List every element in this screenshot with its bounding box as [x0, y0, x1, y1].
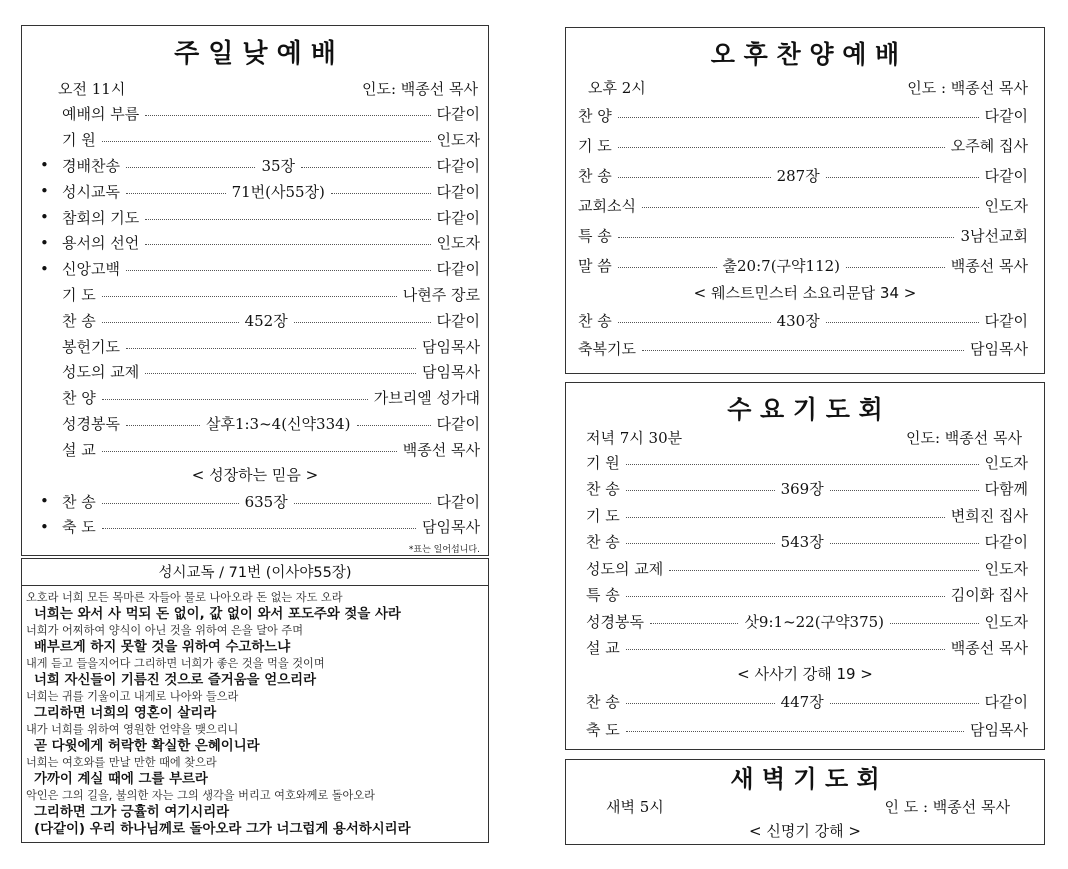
- dot-leader: [145, 115, 430, 116]
- dawn-sermon-title: < 신명기 강해 >: [749, 822, 861, 840]
- order-label: 기 도: [578, 136, 612, 155]
- order-person: 인도자: [984, 196, 1028, 215]
- order-person: 인도자: [436, 234, 480, 253]
- order-detail: 삿9:1~22(구약375): [744, 612, 885, 631]
- order-row: [586, 502, 1028, 529]
- afternoon-sermon-title: < 웨스트민스터 소요리문답 34 >: [693, 284, 917, 302]
- afternoon-service-header: [566, 76, 1044, 100]
- order-row: [40, 359, 480, 385]
- wednesday-leader: 인도: 백종선 목사: [905, 429, 1022, 447]
- reading-response-line: 너희 자신들이 기름진 것으로 즐거움을 얻으리라: [34, 673, 317, 688]
- order-person: 가브리엘 성가대: [373, 389, 480, 408]
- order-label: 찬 송: [578, 166, 612, 185]
- order-label: 기 도: [586, 506, 620, 525]
- dot-leader: [830, 543, 979, 544]
- order-person: 다같이: [436, 414, 481, 433]
- order-label: 찬 송: [62, 492, 96, 511]
- reading-leader-line: 오호라 너희 모든 목마른 자들아 물로 나아오라 돈 없는 자도 오라: [26, 591, 343, 604]
- order-person: 다함께: [984, 480, 1029, 499]
- reading-leader-line: 너희는 여호와를 만날 만한 때에 찾으라: [26, 756, 217, 769]
- standing-bullet: •: [40, 182, 49, 201]
- order-person: 변희진 집사: [950, 506, 1028, 525]
- dot-leader: [626, 731, 964, 732]
- dot-leader: [626, 517, 945, 518]
- order-person: 인도자: [984, 612, 1028, 631]
- dot-leader: [126, 167, 255, 168]
- order-row: [40, 436, 480, 462]
- afternoon-leader: 인도 : 백종선 목사: [907, 79, 1028, 97]
- afternoon-closing-list: [566, 306, 1044, 362]
- responsive-reading-title: 성시교독 / 71번 (이사야55장): [22, 559, 488, 586]
- order-label: 찬 송: [62, 311, 96, 330]
- dot-leader: [642, 350, 964, 351]
- reading-response-line: (다같이) 우리 하나님께로 돌아오라 그가 너그럽게 용서하시리라: [34, 822, 411, 837]
- order-label: 신앙고백: [62, 260, 120, 279]
- wednesday-prayer-title: 수 요 기 도 회: [727, 395, 883, 424]
- order-row: [40, 127, 480, 153]
- dot-leader: [650, 623, 738, 624]
- standing-bullet: •: [40, 492, 49, 511]
- order-row: [586, 529, 1028, 556]
- order-row: [578, 306, 1028, 334]
- dot-leader: [826, 322, 979, 323]
- order-detail: 369장: [780, 480, 824, 499]
- order-label: 봉헌기도: [62, 337, 120, 356]
- order-person: 나현주 장로: [402, 285, 480, 304]
- order-person: 백종선 목사: [950, 256, 1028, 275]
- dot-leader: [126, 348, 416, 349]
- afternoon-service-title: 오 후 찬 양 예 배: [710, 40, 900, 69]
- order-detail: 35장: [261, 156, 296, 175]
- order-label: 성도의 교제: [586, 559, 664, 578]
- dot-leader: [294, 322, 431, 323]
- morning-order-list: [22, 101, 488, 462]
- order-label: 기 원: [586, 453, 620, 472]
- order-label: 축 도: [586, 720, 620, 739]
- order-person: 인도자: [984, 559, 1028, 578]
- dot-leader: [102, 451, 397, 452]
- wednesday-prayer-header: [566, 427, 1044, 449]
- standing-note: *표는 일어섭니다.: [408, 544, 480, 555]
- order-person: 다같이: [436, 492, 481, 511]
- order-row: [578, 190, 1028, 220]
- order-row: [40, 307, 480, 333]
- order-row: [586, 715, 1028, 743]
- order-label: 예배의 부름: [62, 105, 140, 124]
- order-detail: 447장: [780, 692, 824, 711]
- order-label: 용서의 선언: [62, 234, 140, 253]
- order-label: 축복기도: [578, 339, 636, 358]
- order-person: 3남선교회: [960, 226, 1028, 245]
- order-label: 설 교: [586, 639, 620, 658]
- order-label: 성경봉독: [586, 612, 644, 631]
- order-person: 다같이: [436, 260, 480, 279]
- order-detail: 635장: [244, 492, 288, 511]
- dot-leader: [626, 703, 775, 704]
- dot-leader: [626, 464, 979, 465]
- afternoon-service-box: [565, 27, 1045, 374]
- wednesday-prayer-box: [565, 382, 1045, 750]
- reading-leader-line: 내가 너희를 위하여 영원한 언약을 맺으리니: [26, 723, 239, 736]
- order-row: [586, 608, 1028, 635]
- standing-bullet: •: [40, 156, 49, 175]
- dot-leader: [102, 399, 368, 400]
- order-person: 인도자: [436, 131, 480, 150]
- dot-leader: [126, 193, 226, 194]
- morning-service-title: 주 일 낮 예 배: [174, 39, 336, 69]
- dot-leader: [102, 322, 239, 323]
- morning-service-box: [21, 25, 489, 556]
- order-detail: 71번(사55장): [231, 182, 325, 201]
- morning-service-header: [22, 77, 488, 101]
- afternoon-order-list: [566, 100, 1044, 280]
- dot-leader: [618, 147, 945, 148]
- order-row: [586, 555, 1028, 582]
- dot-leader: [890, 623, 978, 624]
- order-label: 교회소식: [578, 196, 636, 215]
- dot-leader: [126, 425, 200, 426]
- reading-response-line: 가까이 계실 때에 그를 부르라: [34, 772, 208, 787]
- order-label: 찬 송: [586, 692, 620, 711]
- dot-leader: [626, 490, 775, 491]
- order-label: 성시교독: [62, 182, 120, 201]
- order-person: 담임목사: [970, 720, 1028, 739]
- order-person: 다같이: [436, 156, 480, 175]
- order-person: 다같이: [984, 106, 1028, 125]
- order-label: 참회의 기도: [62, 208, 140, 227]
- dawn-prayer-title: 새 벽 기 도 회: [730, 765, 880, 793]
- reading-response-line: 너희는 와서 사 먹되 돈 없이, 값 없이 와서 포도주와 젖을 사라: [34, 607, 401, 622]
- order-person: 다같이: [436, 311, 481, 330]
- standing-bullet: •: [40, 208, 49, 227]
- reading-response-line: 배부르게 하지 못할 것을 위하여 수고하느냐: [34, 640, 291, 655]
- order-label: 기 도: [62, 285, 96, 304]
- dot-leader: [669, 570, 978, 571]
- dawn-time: 새벽 5시: [606, 798, 664, 816]
- order-detail: 452장: [244, 311, 288, 330]
- order-detail: 287장: [776, 166, 820, 185]
- order-row: [578, 220, 1028, 250]
- dot-leader: [102, 296, 397, 297]
- order-row: [40, 333, 480, 359]
- dot-leader: [618, 177, 771, 178]
- order-row: [40, 385, 480, 411]
- reading-leader-line: 너희가 어찌하여 양식이 아닌 것을 위하여 은을 달아 주며: [26, 624, 304, 637]
- order-person: 다같이: [436, 105, 480, 124]
- order-detail: 출20:7(구약112): [722, 256, 841, 275]
- dot-leader: [618, 322, 771, 323]
- morning-leader: 인도: 백종선 목사: [361, 80, 478, 98]
- responsive-reading-box: [21, 558, 489, 843]
- order-row: [578, 160, 1028, 190]
- dot-leader: [102, 141, 431, 142]
- dot-leader: [830, 703, 979, 704]
- order-person: 백종선 목사: [402, 440, 480, 459]
- dot-leader: [846, 267, 945, 268]
- order-label: 축 도: [62, 518, 96, 537]
- order-detail: 살후1:3~4(신약334): [205, 414, 351, 433]
- dot-leader: [102, 528, 416, 529]
- dawn-prayer-header: [566, 795, 1044, 819]
- order-person: 담임목사: [422, 337, 480, 356]
- order-label: 특 송: [578, 226, 612, 245]
- reading-leader-line: 너희는 귀를 기울이고 내게로 나아와 들으라: [26, 690, 239, 703]
- dot-leader: [102, 503, 239, 504]
- order-row: [40, 230, 480, 256]
- reading-response-line: 그리하면 너희의 영혼이 살리라: [34, 706, 217, 721]
- order-label: 찬 양: [578, 106, 612, 125]
- order-row: [586, 582, 1028, 609]
- order-label: 특 송: [586, 586, 620, 605]
- wednesday-sermon-title: < 사사기 강해 19 >: [737, 665, 873, 683]
- order-label: 찬 양: [62, 389, 96, 408]
- dot-leader: [331, 193, 431, 194]
- afternoon-time: 오후 2시: [588, 79, 646, 97]
- order-person: 다같이: [984, 692, 1029, 711]
- order-detail: 543장: [780, 533, 824, 552]
- order-person: 인도자: [984, 453, 1028, 472]
- dot-leader: [145, 244, 430, 245]
- dot-leader: [642, 207, 979, 208]
- dot-leader: [357, 425, 431, 426]
- order-row: [40, 204, 480, 230]
- dot-leader: [626, 543, 775, 544]
- order-row: [40, 256, 480, 282]
- order-row: [40, 282, 480, 308]
- order-detail: 430장: [776, 311, 820, 330]
- dot-leader: [618, 267, 717, 268]
- order-row: [586, 635, 1028, 662]
- dawn-prayer-box: [565, 759, 1045, 845]
- dot-leader: [294, 503, 431, 504]
- order-person: 다같이: [984, 311, 1029, 330]
- order-label: 성경봉독: [62, 414, 120, 433]
- dot-leader: [145, 219, 430, 220]
- order-person: 오주혜 집사: [950, 136, 1028, 155]
- reading-response-line: 그리하면 그가 긍휼히 여기시리라: [34, 805, 230, 820]
- order-row: [40, 488, 480, 514]
- order-person: 백종선 목사: [950, 639, 1028, 658]
- order-row: [586, 687, 1028, 715]
- order-row: [40, 514, 480, 540]
- order-label: 말 씀: [578, 256, 612, 275]
- order-label: 설 교: [62, 440, 96, 459]
- dot-leader: [126, 270, 431, 271]
- reading-response-line: 곧 다윗에게 허락한 확실한 은혜이니라: [34, 739, 260, 754]
- dot-leader: [626, 596, 945, 597]
- order-row: [578, 334, 1028, 362]
- morning-sermon-title: < 성장하는 믿음 >: [191, 466, 319, 485]
- wednesday-order-list: [566, 449, 1044, 661]
- responsive-reading-lines: [22, 586, 488, 838]
- wednesday-time: 저녁 7시 30분: [586, 429, 683, 447]
- order-row: [586, 449, 1028, 476]
- order-row: [578, 250, 1028, 280]
- order-row: [578, 130, 1028, 160]
- order-person: 다같이: [984, 533, 1029, 552]
- order-label: 경배찬송: [62, 156, 120, 175]
- dot-leader: [830, 490, 979, 491]
- order-person: 담임목사: [422, 518, 480, 537]
- order-row: [40, 153, 480, 179]
- order-person: 다같이: [984, 166, 1029, 185]
- dot-leader: [301, 167, 430, 168]
- order-label: 찬 송: [578, 311, 612, 330]
- reading-leader-line: 악인은 그의 길을, 불의한 자는 그의 생각을 버리고 여호와께로 돌아오라: [26, 789, 375, 802]
- dawn-leader: 인 도 : 백종선 목사: [884, 798, 1010, 816]
- standing-bullet: •: [40, 517, 49, 536]
- order-label: 성도의 교제: [62, 363, 140, 382]
- dot-leader: [826, 177, 979, 178]
- wednesday-closing-list: [566, 687, 1044, 743]
- reading-leader-line: 내게 듣고 들을지어다 그리하면 너희가 좋은 것을 먹을 것이며: [26, 657, 325, 670]
- order-row: [40, 101, 480, 127]
- order-row: [40, 411, 480, 437]
- order-person: 김이화 집사: [950, 586, 1028, 605]
- order-row: [40, 178, 480, 204]
- order-person: 담임목사: [970, 339, 1028, 358]
- order-row: [586, 476, 1028, 503]
- standing-bullet: •: [40, 259, 49, 278]
- order-person: 담임목사: [422, 363, 480, 382]
- standing-bullet: •: [40, 233, 49, 252]
- order-row: [578, 100, 1028, 130]
- order-person: 다같이: [436, 208, 480, 227]
- order-label: 기 원: [62, 131, 96, 150]
- dot-leader: [618, 237, 955, 238]
- dot-leader: [618, 117, 979, 118]
- order-label: 찬 송: [586, 480, 620, 499]
- dot-leader: [145, 373, 416, 374]
- order-person: 다같이: [436, 182, 480, 201]
- morning-time: 오전 11시: [58, 80, 126, 98]
- order-label: 찬 송: [586, 533, 620, 552]
- morning-closing-list: [22, 488, 488, 540]
- dot-leader: [626, 649, 945, 650]
